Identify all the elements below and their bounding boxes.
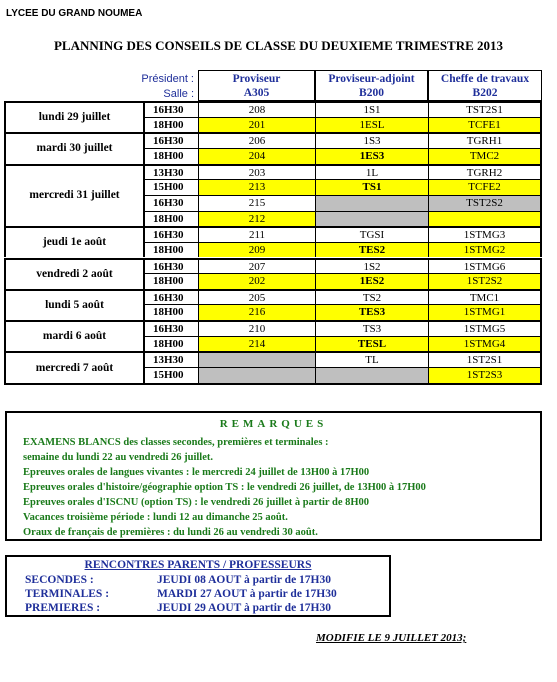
time-cell: 18H00	[144, 148, 198, 164]
class-cell: TST2S1	[428, 101, 542, 117]
class-cell: TS1	[315, 179, 428, 195]
time-cell: 16H30	[144, 132, 198, 148]
class-cell: 207	[198, 258, 315, 274]
time-cell: 15H00	[144, 179, 198, 195]
class-cell: 1STMG4	[428, 336, 542, 352]
remark-line: Oraux de français de premières : du lundi 26 au vendredi 30 août.	[23, 527, 318, 538]
meeting-date: MARDI 27 AOUT à partir de 17H30	[157, 588, 337, 600]
meeting-label: TERMINALES :	[25, 588, 110, 600]
time-cell: 13H30	[144, 351, 198, 367]
class-cell: TGRH2	[428, 164, 542, 180]
column-room: B200	[359, 87, 384, 99]
meetings-title: RENCONTRES PARENTS / PROFESSEURS	[84, 559, 312, 571]
day-label: vendredi 2 août	[4, 258, 144, 289]
class-cell: 214	[198, 336, 315, 352]
column-room: B202	[472, 87, 498, 99]
header-labels	[120, 72, 194, 102]
remark-line: EXAMENS BLANCS des classes secondes, premières et terminales :	[23, 437, 329, 448]
class-cell	[198, 367, 315, 383]
class-cell	[198, 351, 315, 367]
remarks-lines	[23, 435, 534, 540]
time-cell: 13H30	[144, 164, 198, 180]
day-label: lundi 5 août	[4, 289, 144, 320]
class-cell: TMC1	[428, 289, 542, 305]
time-cell: 18H00	[144, 242, 198, 258]
class-cell: 1S1	[315, 101, 428, 117]
day-label: jeudi 1e août	[4, 226, 144, 257]
school-name: LYCEE DU GRAND NOUMEA	[6, 8, 143, 19]
meetings-box	[5, 555, 391, 617]
column-header-proviseur	[198, 70, 315, 101]
remark-line: Epreuves orales d'ISCNU (option TS) : le vendredi 26 juillet à partir de 8H00	[23, 497, 370, 508]
class-cell: 203	[198, 164, 315, 180]
class-cell: 1ES2	[315, 273, 428, 289]
class-cell: TS2	[315, 289, 428, 305]
time-cell: 18H00	[144, 336, 198, 352]
remarks-title: REMARQUES	[219, 418, 328, 430]
column-name: Proviseur	[232, 73, 281, 85]
time-cell: 18H00	[144, 304, 198, 320]
class-cell: 205	[198, 289, 315, 305]
remark-line: Vacances troisième période : lundi 12 au dimanche 25 août.	[23, 512, 288, 523]
class-cell: 212	[198, 211, 315, 227]
class-cell: 1ES3	[315, 148, 428, 164]
page-title: PLANNING DES CONSEILS DE CLASSE DU DEUXIEME TRIMESTRE 2013	[53, 38, 504, 53]
table-bottom-border	[4, 383, 542, 385]
class-cell: 216	[198, 304, 315, 320]
time-cell: 18H00	[144, 273, 198, 289]
class-cell: 202	[198, 273, 315, 289]
class-cell: 1STMG6	[428, 258, 542, 274]
time-cell: 16H30	[144, 101, 198, 117]
remark-line: Epreuves orales d'histoire/géographie option TS : le vendredi 26 juillet, de 13H00 à 17H00	[23, 482, 426, 493]
class-cell	[315, 211, 428, 227]
day-label: mercredi 7 août	[4, 351, 144, 382]
meeting-label: PREMIERES :	[25, 602, 101, 614]
time-cell: 18H00	[144, 211, 198, 227]
remark-line: Epreuves orales de langues vivantes : le mercredi 24 juillet de 13H00 à 17H00	[23, 467, 370, 478]
column-header-cheffe-de-travaux	[428, 70, 542, 101]
time-cell: 16H30	[144, 226, 198, 242]
schedule-table	[4, 101, 542, 383]
class-cell: 213	[198, 179, 315, 195]
class-cell: 211	[198, 226, 315, 242]
class-cell: TS3	[315, 320, 428, 336]
time-cell: 16H30	[144, 258, 198, 274]
class-cell: TES3	[315, 304, 428, 320]
class-cell: 210	[198, 320, 315, 336]
class-cell: TGRH1	[428, 132, 542, 148]
president-label: Président :	[141, 73, 194, 85]
salle-label: Salle :	[163, 88, 194, 100]
class-cell: 206	[198, 132, 315, 148]
class-cell: 1ST2S2	[428, 273, 542, 289]
time-cell: 16H30	[144, 195, 198, 211]
time-cell: 16H30	[144, 320, 198, 336]
class-cell: 1STMG3	[428, 226, 542, 242]
class-cell: 1S2	[315, 258, 428, 274]
modified-date: MODIFIE LE 9 JUILLET 2013;	[316, 632, 467, 644]
remark-line: semaine du lundi 22 au vendredi 26 juillet.	[23, 452, 214, 463]
class-cell: TST2S2	[428, 195, 542, 211]
class-cell	[315, 367, 428, 383]
class-cell: 1STMG5	[428, 320, 542, 336]
class-cell: 1ESL	[315, 117, 428, 133]
class-cell: 1STMG1	[428, 304, 542, 320]
class-cell: 204	[198, 148, 315, 164]
column-room: A305	[243, 87, 270, 99]
time-cell: 18H00	[144, 117, 198, 133]
day-label: lundi 29 juillet	[4, 101, 144, 132]
class-cell: TESL	[315, 336, 428, 352]
day-label: mardi 30 juillet	[4, 132, 144, 163]
class-cell: 209	[198, 242, 315, 258]
meeting-date: JEUDI 08 AOUT à partir de 17H30	[157, 574, 332, 586]
meeting-date: JEUDI 29 AOUT à partir de 17H30	[157, 602, 332, 614]
day-label: mardi 6 août	[4, 320, 144, 351]
time-cell: 16H30	[144, 289, 198, 305]
class-cell: 208	[198, 101, 315, 117]
class-cell: TGSI	[315, 226, 428, 242]
class-cell: TCFE2	[428, 179, 542, 195]
class-cell: TL	[315, 351, 428, 367]
day-label: mercredi 31 juillet	[4, 164, 144, 227]
class-cell: TES2	[315, 242, 428, 258]
class-cell	[428, 211, 542, 227]
class-cell: 215	[198, 195, 315, 211]
meeting-label: SECONDES :	[25, 574, 94, 586]
class-cell: 1ST2S3	[428, 367, 542, 383]
class-cell: 1S3	[315, 132, 428, 148]
class-cell: 1ST2S1	[428, 351, 542, 367]
remarks-box	[5, 411, 542, 541]
class-cell: 1STMG2	[428, 242, 542, 258]
class-cell: 1L	[315, 164, 428, 180]
column-name: Proviseur-adjoint	[328, 73, 415, 85]
column-header-proviseur-adjoint	[315, 70, 428, 101]
time-cell: 15H00	[144, 367, 198, 383]
column-name: Cheffe de travaux	[440, 73, 530, 85]
class-cell: TCFE1	[428, 117, 542, 133]
class-cell	[315, 195, 428, 211]
class-cell: TMC2	[428, 148, 542, 164]
class-cell: 201	[198, 117, 315, 133]
